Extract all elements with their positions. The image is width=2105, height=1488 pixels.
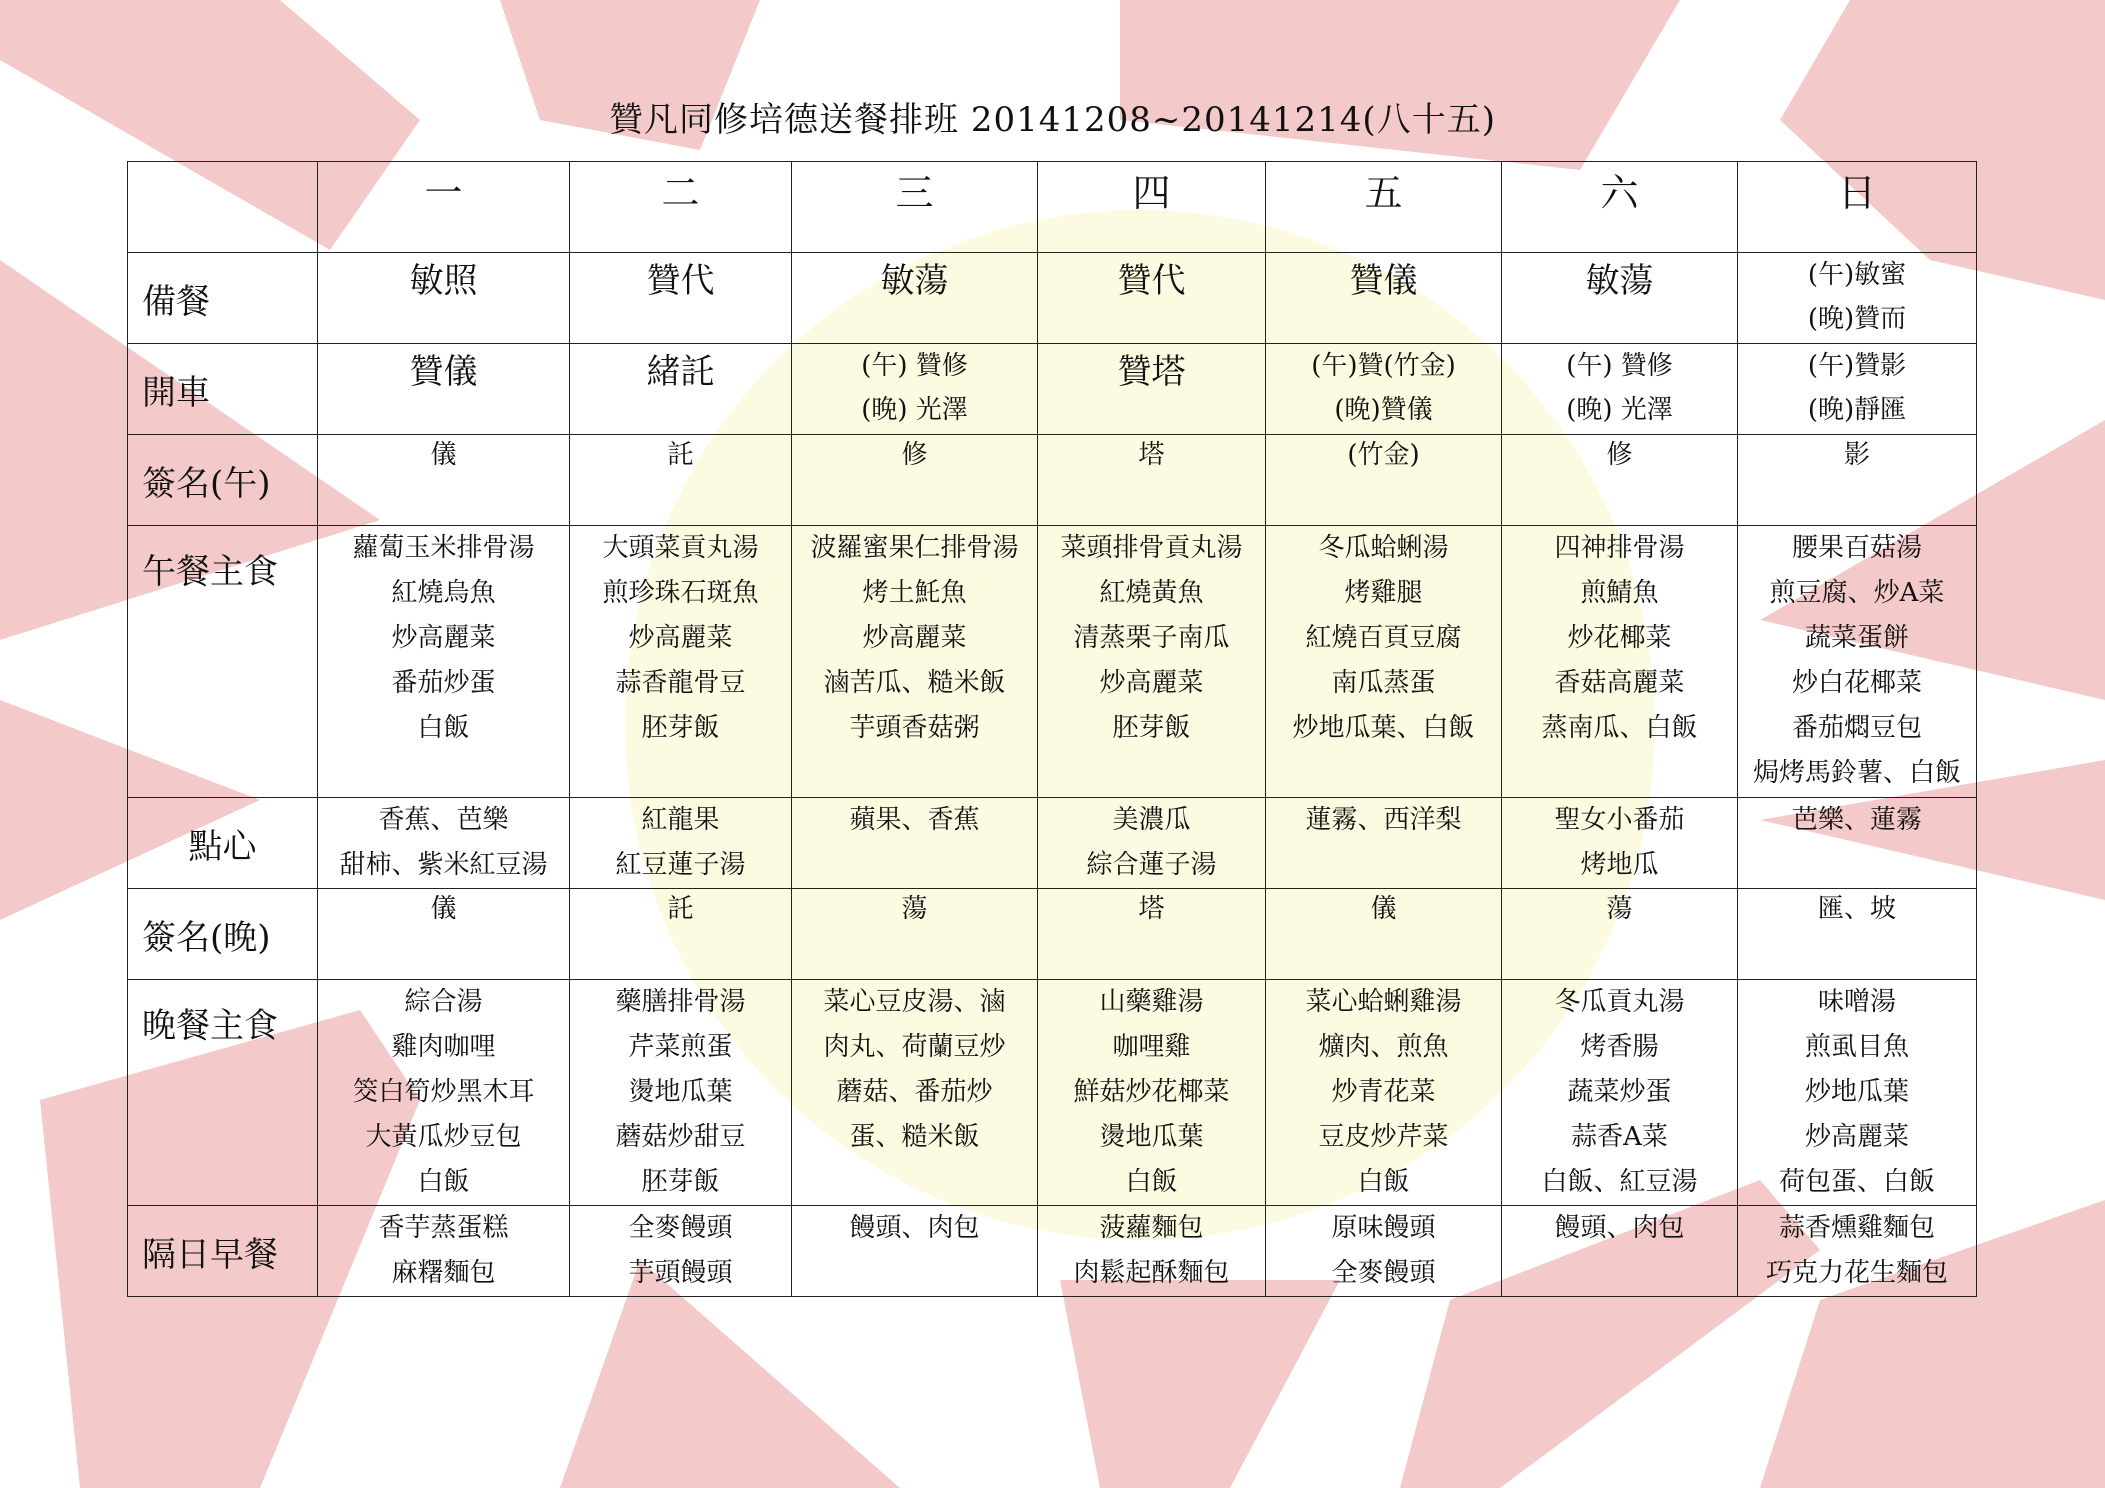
cell-line: 番茄炒蛋 xyxy=(391,668,496,698)
row-label: 午餐主食 xyxy=(128,526,318,798)
cell-line: 菜頭排骨貢丸湯 xyxy=(1060,533,1243,563)
cell-line: 匯、坡 xyxy=(1817,894,1896,924)
row-label: 隔日早餐 xyxy=(128,1206,318,1297)
cell-line: 贊塔 xyxy=(1117,352,1186,392)
schedule-cell xyxy=(1738,253,1977,344)
cell-line: 炒地瓜葉、白飯 xyxy=(1292,713,1475,743)
cell-line: 胚芽飯 xyxy=(1112,713,1191,743)
cell-line: 贊代 xyxy=(1117,261,1186,301)
schedule-cell xyxy=(1038,980,1266,1206)
cell-line: (晚) 光澤 xyxy=(861,395,968,425)
day-header: 三 xyxy=(792,162,1038,253)
cell-line: 儀 xyxy=(430,440,457,470)
schedule-cell xyxy=(1038,798,1266,889)
cell-line: (晚)贊儀 xyxy=(1334,395,1433,425)
cell-line: 煎珍珠石斑魚 xyxy=(602,578,759,608)
cell-line: 綜合蓮子湯 xyxy=(1086,850,1217,880)
schedule-cell xyxy=(1502,253,1738,344)
cell-line: 塔 xyxy=(1138,894,1165,924)
cell-line: 焗烤馬鈴薯、白飯 xyxy=(1752,758,1961,788)
schedule-cell xyxy=(1502,435,1738,526)
cell-line: 敏蕩 xyxy=(880,261,949,301)
cell-line: 烤雞腿 xyxy=(1344,578,1423,608)
cell-line: 炒高麗菜 xyxy=(862,623,967,653)
cell-line: 香菇高麗菜 xyxy=(1554,668,1685,698)
cell-line: (午)贊影 xyxy=(1807,351,1907,381)
cell-line: 蕩 xyxy=(1606,894,1633,924)
cell-line: 綜合湯 xyxy=(404,987,483,1017)
cell-line: (晚) 光澤 xyxy=(1566,395,1673,425)
cell-line: 炒地瓜葉 xyxy=(1804,1077,1909,1107)
cell-line: 白飯 xyxy=(417,713,470,743)
schedule-cell xyxy=(318,526,570,798)
cell-line: 鮮菇炒花椰菜 xyxy=(1073,1077,1230,1107)
schedule-cell xyxy=(1502,1206,1738,1297)
row-sign-evening xyxy=(128,889,1977,980)
schedule-cell xyxy=(792,344,1038,435)
cell-line: 巧克力花生麵包 xyxy=(1765,1258,1948,1288)
cell-line: 炒高麗菜 xyxy=(1804,1122,1909,1152)
schedule-cell xyxy=(1266,253,1502,344)
cell-line: (晚)贊而 xyxy=(1807,304,1907,334)
cell-line: 白飯 xyxy=(1125,1167,1178,1197)
corner-cell xyxy=(128,162,318,253)
cell-line: 紅豆蓮子湯 xyxy=(615,850,746,880)
cell-line: 蘿蔔玉米排骨湯 xyxy=(352,533,535,563)
cell-line: 煎鯖魚 xyxy=(1580,578,1659,608)
schedule-cell xyxy=(792,980,1038,1206)
schedule-cell xyxy=(570,526,792,798)
cell-line: 腰果百菇湯 xyxy=(1791,533,1922,563)
cell-line: 煎豆腐、炒A菜 xyxy=(1769,578,1945,608)
cell-line: 敏照 xyxy=(409,261,478,301)
cell-line: (午) 贊修 xyxy=(1566,351,1673,381)
schedule-cell xyxy=(1738,798,1977,889)
cell-line: 蘋果、香蕉 xyxy=(849,805,980,835)
day-header: 五 xyxy=(1266,162,1502,253)
day-header: 六 xyxy=(1502,162,1738,253)
header-row xyxy=(128,162,1977,253)
schedule-cell xyxy=(318,1206,570,1297)
cell-line: 冬瓜貢丸湯 xyxy=(1554,987,1685,1017)
cell-line: 蒜香龍骨豆 xyxy=(615,668,746,698)
cell-line: 筊白筍炒黑木耳 xyxy=(352,1077,535,1107)
schedule-cell xyxy=(792,1206,1038,1297)
meal-schedule-table xyxy=(127,161,1977,1297)
schedule-cell xyxy=(318,980,570,1206)
schedule-cell xyxy=(1738,1206,1977,1297)
row-label: 開車 xyxy=(128,344,318,435)
cell-line: 蓮霧、西洋梨 xyxy=(1305,805,1462,835)
schedule-cell xyxy=(1502,344,1738,435)
cell-line: 清蒸栗子南瓜 xyxy=(1073,623,1230,653)
cell-line: 菜心蛤蜊雞湯 xyxy=(1305,987,1462,1017)
cell-line: 山藥雞湯 xyxy=(1099,987,1204,1017)
schedule-cell xyxy=(570,980,792,1206)
cell-line: 雞肉咖哩 xyxy=(391,1032,496,1062)
cell-line: 炒白花椰菜 xyxy=(1791,668,1922,698)
cell-line: 煎虱目魚 xyxy=(1804,1032,1909,1062)
cell-line: 燙地瓜葉 xyxy=(628,1077,733,1107)
cell-line: 芋頭饅頭 xyxy=(628,1258,733,1288)
schedule-cell xyxy=(1738,435,1977,526)
cell-line: 炒高麗菜 xyxy=(628,623,733,653)
cell-line: 饅頭、肉包 xyxy=(849,1213,980,1243)
cell-line: 荷包蛋、白飯 xyxy=(1778,1167,1935,1197)
cell-line: 白飯、紅豆湯 xyxy=(1541,1167,1698,1197)
row-label: 簽名(午) xyxy=(128,435,318,526)
row-lunch xyxy=(128,526,1977,798)
row-label: 點心 xyxy=(128,798,318,889)
schedule-cell xyxy=(792,435,1038,526)
cell-line: 炒高麗菜 xyxy=(1099,668,1204,698)
cell-line: 饅頭、肉包 xyxy=(1554,1213,1685,1243)
schedule-cell xyxy=(1038,435,1266,526)
day-header: 四 xyxy=(1038,162,1266,253)
schedule-cell xyxy=(792,889,1038,980)
row-breakfast xyxy=(128,1206,1977,1297)
cell-line: 四神排骨湯 xyxy=(1554,533,1685,563)
cell-line: 蒜香A菜 xyxy=(1571,1122,1668,1152)
cell-line: 蕩 xyxy=(901,894,928,924)
cell-line: 肉鬆起酥麵包 xyxy=(1073,1258,1230,1288)
cell-line: 麻糬麵包 xyxy=(391,1258,496,1288)
schedule-cell xyxy=(1266,1206,1502,1297)
day-header: 一 xyxy=(318,162,570,253)
row-label: 晚餐主食 xyxy=(128,980,318,1206)
cell-line: 大黃瓜炒豆包 xyxy=(365,1122,522,1152)
cell-line: 肉丸、荷蘭豆炒 xyxy=(823,1032,1006,1062)
schedule-cell xyxy=(792,798,1038,889)
cell-line: 修 xyxy=(1606,440,1633,470)
cell-line: 菜心豆皮湯、滷 xyxy=(823,987,1006,1017)
schedule-cell xyxy=(570,1206,792,1297)
cell-line: 滷苦瓜、糙米飯 xyxy=(823,668,1006,698)
schedule-cell xyxy=(1266,526,1502,798)
cell-line: 紅燒百頁豆腐 xyxy=(1305,623,1462,653)
schedule-cell xyxy=(1266,344,1502,435)
cell-line: 烤土魠魚 xyxy=(862,578,967,608)
schedule-cell xyxy=(570,344,792,435)
row-snack xyxy=(128,798,1977,889)
cell-line: 豆皮炒芹菜 xyxy=(1318,1122,1449,1152)
cell-line: 白飯 xyxy=(1357,1167,1410,1197)
cell-line: 咖哩雞 xyxy=(1112,1032,1191,1062)
cell-line: 贊代 xyxy=(646,261,715,301)
cell-line: 大頭菜貢丸湯 xyxy=(602,533,759,563)
cell-line: 番茄燜豆包 xyxy=(1791,713,1922,743)
cell-line: 胚芽飯 xyxy=(641,1167,720,1197)
schedule-cell xyxy=(570,798,792,889)
schedule-cell xyxy=(1266,889,1502,980)
schedule-cell xyxy=(792,526,1038,798)
schedule-cell xyxy=(318,435,570,526)
schedule-cell xyxy=(318,344,570,435)
cell-line: 芋頭香菇粥 xyxy=(849,713,980,743)
cell-line: 白飯 xyxy=(417,1167,470,1197)
schedule-cell xyxy=(1038,253,1266,344)
schedule-cell xyxy=(1738,980,1977,1206)
cell-line: 紅燒烏魚 xyxy=(391,578,496,608)
cell-line: 贊儀 xyxy=(1349,261,1418,301)
cell-line: 緒託 xyxy=(646,352,715,392)
cell-line: 味噌湯 xyxy=(1817,987,1896,1017)
cell-line: (午) 贊修 xyxy=(861,351,968,381)
cell-line: 蔬菜炒蛋 xyxy=(1567,1077,1672,1107)
cell-line: 修 xyxy=(901,440,928,470)
cell-line: 敏蕩 xyxy=(1585,261,1654,301)
schedule-cell xyxy=(1502,798,1738,889)
row-meal-prep xyxy=(128,253,1977,344)
cell-line: 託 xyxy=(667,894,694,924)
cell-line: 蘑菇、番茄炒 xyxy=(836,1077,993,1107)
cell-line: 影 xyxy=(1843,440,1870,470)
cell-line: 美濃瓜 xyxy=(1112,805,1191,835)
schedule-cell xyxy=(1038,889,1266,980)
cell-line: 全麥饅頭 xyxy=(1331,1258,1436,1288)
schedule-cell xyxy=(570,435,792,526)
schedule-cell xyxy=(1038,526,1266,798)
cell-line: 全麥饅頭 xyxy=(628,1213,733,1243)
cell-line: 菠蘿麵包 xyxy=(1099,1213,1204,1243)
cell-line: 儀 xyxy=(430,894,457,924)
schedule-cell xyxy=(1502,889,1738,980)
cell-line: (晚)靜匯 xyxy=(1807,395,1907,425)
cell-line: (午)贊(竹金) xyxy=(1311,351,1456,381)
page-title: 贊凡同修培德送餐排班 20141208~20141214(八十五) xyxy=(609,100,1496,140)
cell-line: 蘑菇炒甜豆 xyxy=(615,1122,746,1152)
schedule-cell xyxy=(1266,435,1502,526)
schedule-cell xyxy=(318,889,570,980)
cell-line: 蛋、糙米飯 xyxy=(849,1122,980,1152)
row-sign-noon xyxy=(128,435,1977,526)
cell-line: 炒高麗菜 xyxy=(391,623,496,653)
cell-line: 贊儀 xyxy=(409,352,478,392)
cell-line: 蔬菜蛋餅 xyxy=(1804,623,1909,653)
cell-line: 胚芽飯 xyxy=(641,713,720,743)
cell-line: (竹金) xyxy=(1347,440,1420,470)
schedule-cell xyxy=(1038,344,1266,435)
cell-line: 香芋蒸蛋糕 xyxy=(378,1213,509,1243)
schedule-cell xyxy=(792,253,1038,344)
cell-line: 塔 xyxy=(1138,440,1165,470)
cell-line: 香蕉、芭樂 xyxy=(378,805,509,835)
cell-line: (午)敏蜜 xyxy=(1807,260,1907,290)
row-driver xyxy=(128,344,1977,435)
cell-line: 藥膳排骨湯 xyxy=(615,987,746,1017)
cell-line: 炒青花菜 xyxy=(1331,1077,1436,1107)
row-label: 備餐 xyxy=(128,253,318,344)
cell-line: 冬瓜蛤蜊湯 xyxy=(1318,533,1449,563)
cell-line: 託 xyxy=(667,440,694,470)
cell-line: 蒜香燻雞麵包 xyxy=(1778,1213,1935,1243)
schedule-cell xyxy=(1738,526,1977,798)
schedule-cell xyxy=(1502,980,1738,1206)
schedule-cell xyxy=(1738,344,1977,435)
cell-line: 波羅蜜果仁排骨湯 xyxy=(810,533,1019,563)
schedule-cell xyxy=(570,889,792,980)
schedule-cell xyxy=(1038,1206,1266,1297)
cell-line: 原味饅頭 xyxy=(1331,1213,1436,1243)
cell-line: 烤地瓜 xyxy=(1580,850,1659,880)
cell-line: 蒸南瓜、白飯 xyxy=(1541,713,1698,743)
cell-line: 芭樂、蓮霧 xyxy=(1791,805,1922,835)
schedule-cell xyxy=(1266,980,1502,1206)
day-header: 日 xyxy=(1738,162,1977,253)
schedule-cell xyxy=(1266,798,1502,889)
day-header: 二 xyxy=(570,162,792,253)
schedule-cell xyxy=(1738,889,1977,980)
cell-line: 紅燒黃魚 xyxy=(1099,578,1204,608)
cell-line: 爌肉、煎魚 xyxy=(1318,1032,1449,1062)
cell-line: 紅龍果 xyxy=(641,805,720,835)
schedule-cell xyxy=(318,798,570,889)
cell-line: 儀 xyxy=(1370,894,1397,924)
cell-line: 烤香腸 xyxy=(1580,1032,1659,1062)
cell-line: 炒花椰菜 xyxy=(1567,623,1672,653)
row-dinner xyxy=(128,980,1977,1206)
schedule-cell xyxy=(318,253,570,344)
row-label: 簽名(晚) xyxy=(128,889,318,980)
schedule-cell xyxy=(570,253,792,344)
cell-line: 燙地瓜葉 xyxy=(1099,1122,1204,1152)
cell-line: 南瓜蒸蛋 xyxy=(1331,668,1436,698)
schedule-cell xyxy=(1502,526,1738,798)
cell-line: 聖女小番茄 xyxy=(1554,805,1685,835)
cell-line: 芹菜煎蛋 xyxy=(628,1032,733,1062)
cell-line: 甜柿、紫米紅豆湯 xyxy=(339,850,548,880)
